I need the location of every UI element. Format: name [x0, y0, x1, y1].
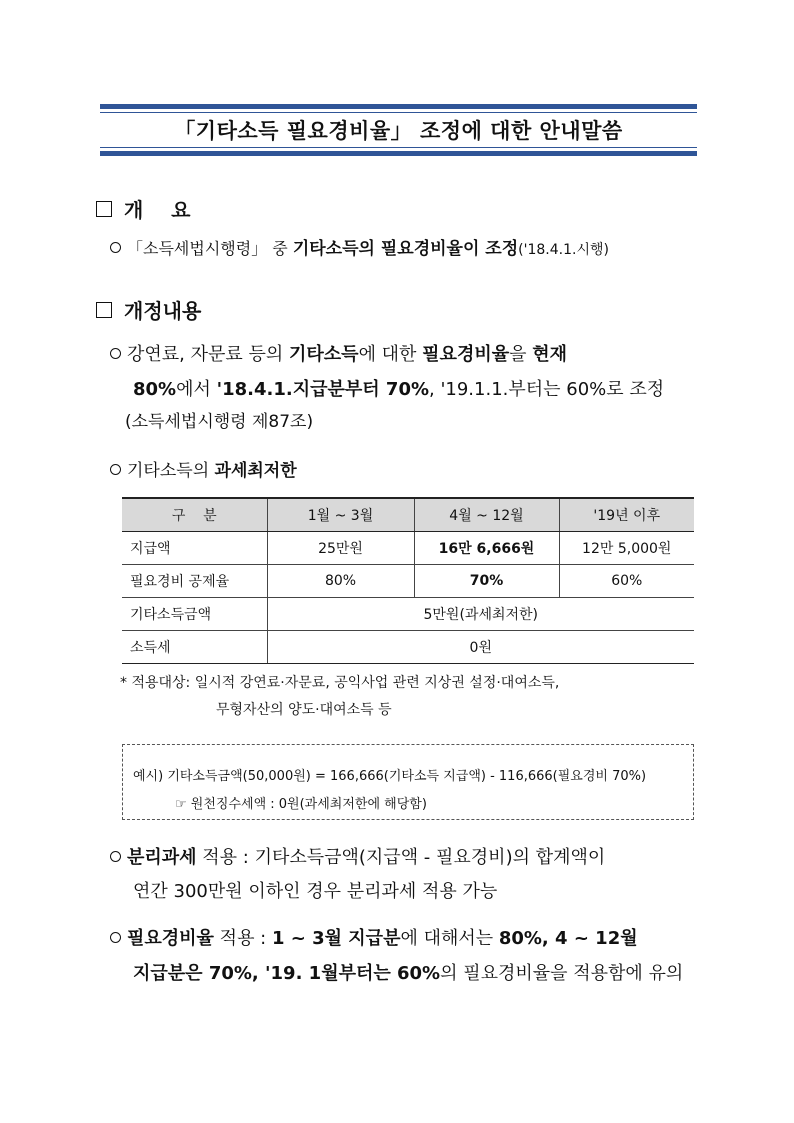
- checkbox-square-icon: [96, 302, 112, 318]
- text: (소득세법시행령 제87조): [125, 412, 314, 432]
- table-cell: 12만 5,000원: [559, 532, 694, 565]
- text-bold: 현재: [532, 344, 568, 365]
- example-box: [122, 744, 694, 820]
- text: 적용 : 기타소득금액(지급액 - 필요경비)의 합계액이: [196, 847, 606, 868]
- table-cell-merged: 0원: [267, 631, 694, 664]
- expense-rate-bullet-line-1: [110, 930, 638, 948]
- overview-bold: 기타소득의 필요경비율이 조정: [292, 239, 519, 259]
- text-bold: 필요경비율: [422, 344, 510, 365]
- table-header: 구 분: [122, 498, 267, 532]
- circle-bullet-icon: [110, 464, 121, 475]
- table-row: [122, 631, 694, 664]
- table-row: [122, 532, 694, 565]
- table-cell: 25만원: [267, 532, 414, 565]
- circle-bullet-icon: [110, 348, 121, 359]
- text-bold: 과세최저한: [214, 461, 297, 481]
- table-cell: 70%: [414, 565, 559, 598]
- page-title: 「기타소득 필요경비율」 조정에 대한 안내말씀: [174, 119, 623, 143]
- text-bold: 1 ~ 3월 지급분: [271, 928, 401, 949]
- table-cell: 80%: [267, 565, 414, 598]
- text-bold: '18.4.1.지급분부터 70%: [216, 379, 430, 400]
- table-cell: 60%: [559, 565, 694, 598]
- overview-date: ('18.4.1.시행): [518, 242, 609, 258]
- changes-bullet-1-line-1: [110, 346, 567, 364]
- text: 에서: [176, 379, 217, 400]
- text: 에 대해서는: [400, 928, 499, 949]
- table-row: [122, 598, 694, 631]
- table-cell: 기타소득금액: [122, 598, 267, 631]
- table-header-row: [122, 498, 694, 532]
- overview-bullet: [110, 241, 609, 258]
- note-line-1: * 적용대상: 일시적 강연료·자문료, 공익사업 관련 지상권 설정·대여소득,: [120, 675, 560, 691]
- table-cell: 지급액: [122, 532, 267, 565]
- title-inner: [100, 112, 697, 148]
- text-bold: 지급분은 70%, '19. 1월부터는 60%: [133, 963, 441, 984]
- text: 적용 :: [213, 928, 272, 949]
- changes-bullet-1-line-2: [133, 381, 664, 399]
- checkbox-square-icon: [96, 201, 112, 217]
- table-cell-merged: 5만원(과세최저한): [267, 598, 694, 631]
- note-line-2: 무형자산의 양도·대여소득 등: [216, 702, 392, 718]
- text: 의 필요경비율을 적용함에 유의: [440, 963, 684, 984]
- example-line-2: ☞ 원천징수세액 : 0원(과세최저한에 해당함): [175, 797, 427, 812]
- text-bold: 분리과세: [127, 847, 197, 868]
- circle-bullet-icon: [110, 851, 121, 862]
- circle-bullet-icon: [110, 932, 121, 943]
- text-bold: 80%: [133, 379, 177, 400]
- text-bold: 필요경비율: [127, 928, 214, 949]
- expense-rate-bullet-line-2: [133, 965, 683, 983]
- section-changes-title: 개정내용: [124, 299, 202, 323]
- tax-table: [122, 497, 694, 664]
- circle-bullet-icon: [110, 242, 121, 253]
- text: 기타소득의: [127, 461, 215, 481]
- table-row: [122, 565, 694, 598]
- section-overview-title: 개 요: [124, 198, 191, 222]
- title-box: [100, 104, 697, 156]
- section-overview-heading: [96, 194, 191, 223]
- text: 연간 300만원 이하인 경우 분리과세 적용 가능: [133, 881, 498, 902]
- separate-tax-bullet-line-1: [110, 849, 605, 867]
- overview-text-1: 「소득세법시행령」 중: [127, 239, 293, 258]
- table-header: '19년 이후: [559, 498, 694, 532]
- changes-bullet-1-line-3: [125, 414, 313, 431]
- table-header: 4월 ~ 12월: [414, 498, 559, 532]
- changes-bullet-2: [110, 463, 297, 480]
- text-bold: 80%, 4 ~ 12월: [498, 928, 638, 949]
- text: , '19.1.1.부터는 60%로 조정: [429, 379, 665, 400]
- example-line-1: 예시) 기타소득금액(50,000원) = 166,666(기타소득 지급액) - 116,666(필요경비 70%): [133, 769, 647, 784]
- table-cell: 16만 6,666원: [414, 532, 559, 565]
- text: 강연료, 자문료 등의: [127, 344, 289, 365]
- section-changes-heading: [96, 295, 201, 324]
- text-bold: 기타소득: [289, 344, 359, 365]
- table-cell: 소득세: [122, 631, 267, 664]
- text: 을: [509, 344, 533, 365]
- table-cell: 필요경비 공제율: [122, 565, 267, 598]
- table-header: 1월 ~ 3월: [267, 498, 414, 532]
- separate-tax-bullet-line-2: [133, 883, 497, 901]
- text: 에 대한: [358, 344, 423, 365]
